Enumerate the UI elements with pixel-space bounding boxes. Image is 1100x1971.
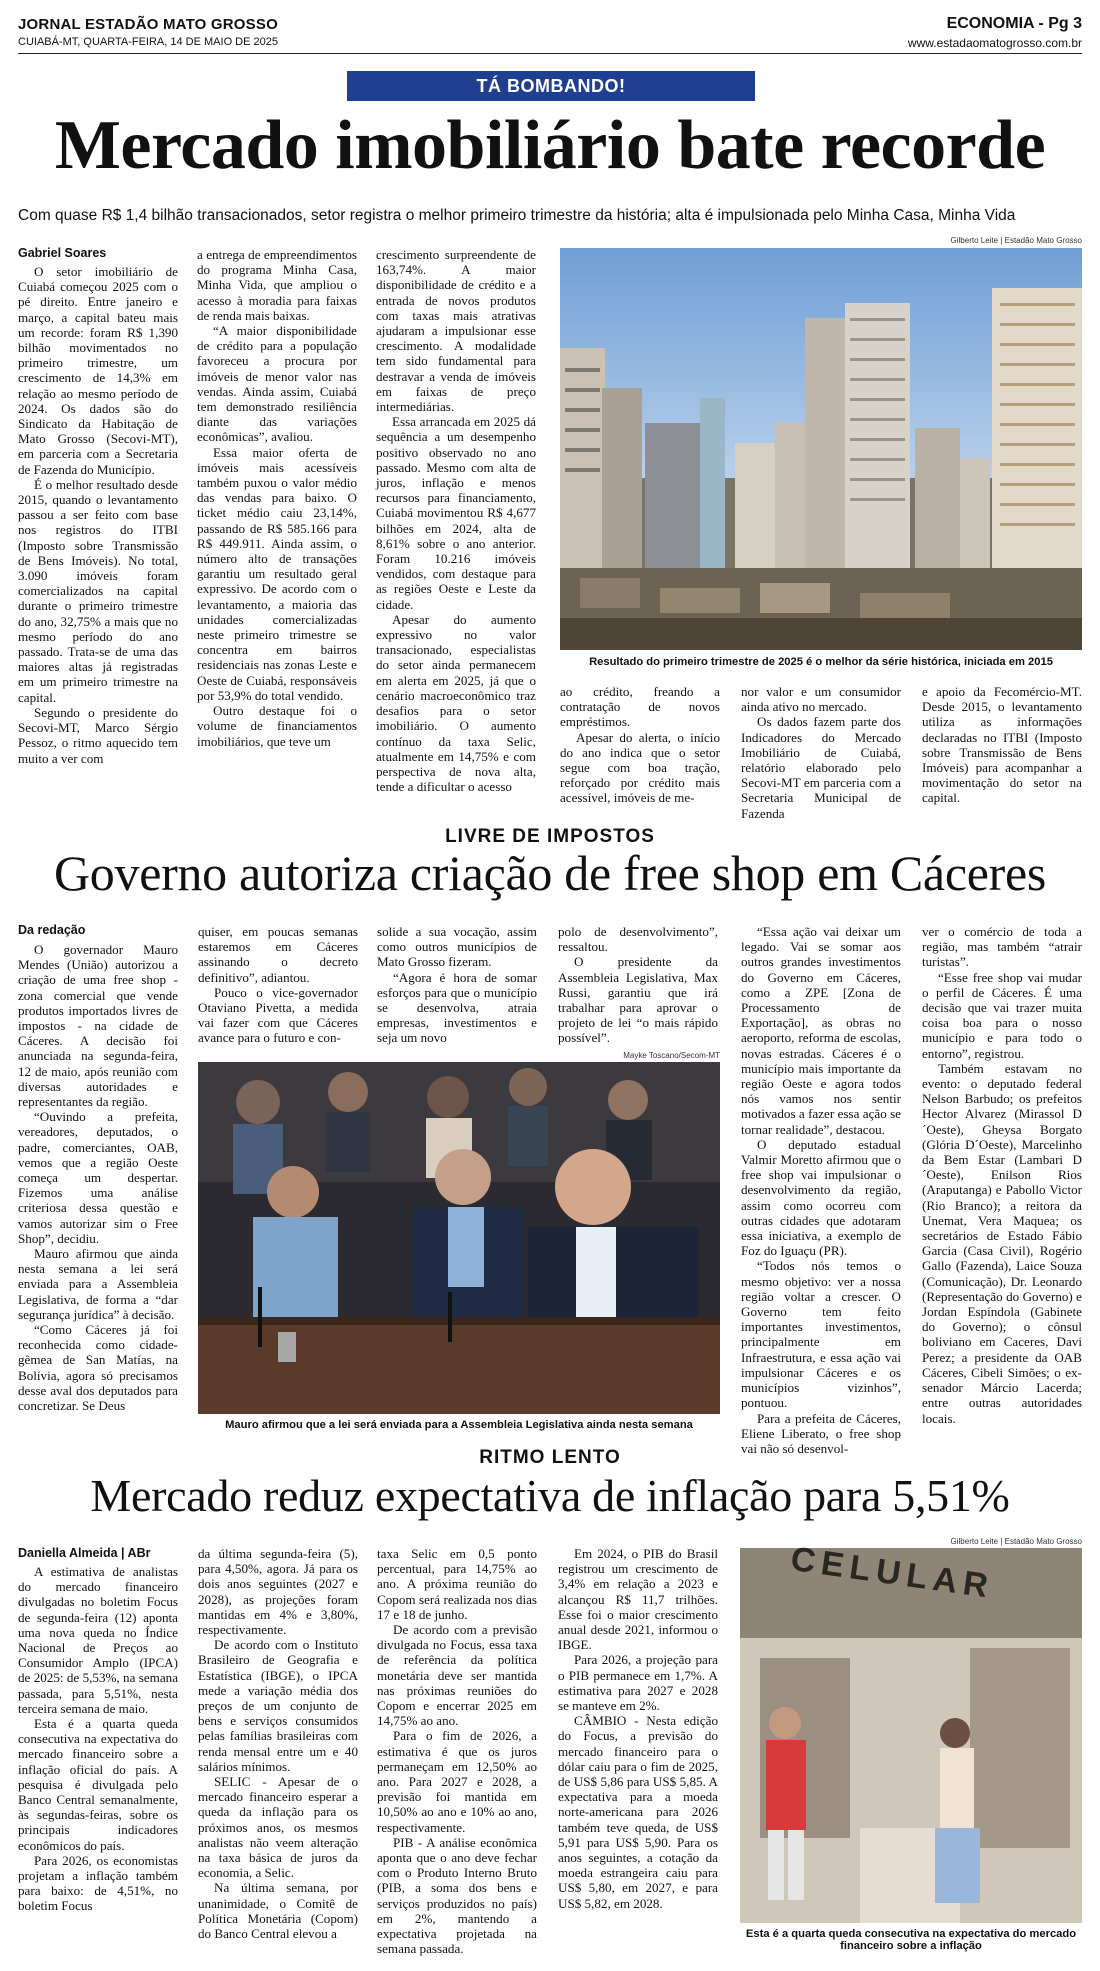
website-link[interactable]: www.estadaomatogrosso.com.br <box>907 36 1082 50</box>
article1-subtitle: Com quase R$ 1,4 bilhão transacionados, setor registra o melhor primeiro trimestre da história; alta é impulsionada pelo Minha Casa, Minha Vida <box>18 207 1016 224</box>
article3-col2: da última segunda-feira (5), para 4,50%, agora. Já para os dois anos seguintes (2027 e 2028), as projeções foram mantidas em 4% e 3,80%, respectivamente. De acordo com o Instituto Brasileiro de Geografia e Estatística (IBGE), o IPCA mede a variação média dos preços de um conjunto de bens e serviços consumidos pelas famílias brasileiras com renda mensal entre um e 40 salários mínimos. SELIC - Apesar de o mercado financeiro esperar a queda da inflação para os próximos anos, os mesmos analistas não veem alteração na taxa básica de juros da economia, a Selic. Na última semana, por unanimidade, o Comitê de Política Monetária (Copom) do Banco Central elevou a <box>198 1546 358 1942</box>
article1-col2: a entrega de empreendimentos do programa Minha Casa, Minha Vida, que ampliou o acesso à moradia para faixas de renda mais baixas. “A maior disponibilidade de crédito para a população favoreceu a procura por imóveis de menor valor nas vendas. Ainda assim, Cuiabá tem demonstrado resiliência diante das variações econômicas”, avaliou. Essa maior oferta de imóveis mais acessíveis também puxou o valor médio das vendas para baixo. O ticket médio caiu 23,14%, passando de R$ 585.166 para R$ 449.911. Ainda assim, o número alto de transações garantiu um resultado geral expressivo. De acordo com o levantamento, a maioria das unidades comercializadas neste primeiro trimestre se concentra em bairros residenciais nas zonas Leste e Oeste de Cuiabá, responsáveis por 53,9% do total vendido. Outro destaque foi o volume de financiamentos imobiliários, que teve um <box>197 247 357 749</box>
article1-photo-credit: Gilberto Leite | Estadão Mato Grosso <box>950 236 1082 245</box>
article1-author: Gabriel Soares <box>18 246 107 260</box>
article2-col4: polo de desenvolvimento”, ressaltou. O presidente da Assembleia Legislativa, Max Russi, garantiu que irá trabalhar para aprovar o projeto de lei “o mais rápido possível”. <box>558 924 718 1046</box>
article2-photo-credit: Mayke Toscano/Secom-MT <box>623 1051 720 1060</box>
article1-col5: nor valor e um consumidor ainda ativo no mercado. Os dados fazem parte dos Indicadores do Mercado Imobiliário de Cuiabá, relatório elaborado pelo Secovi-MT em parceria com a Secretaria Municipal de Fazenda <box>741 684 901 821</box>
article2-kicker: LIVRE DE IMPOSTOS <box>445 826 655 847</box>
article2-title: Governo autoriza criação de free shop em Cáceres <box>53 845 1047 901</box>
article3-author: Daniella Almeida | ABr <box>18 1546 151 1560</box>
page-header <box>18 14 1082 54</box>
article2-col5: “Essa ação vai deixar um legado. Vai se somar aos outros grandes investimentos do Governo em Cáceres, como a ZPE [Zona de Processamento de Exportação], as obras no aeroporto, reforma de escolas, novas estradas. Cáceres é o município mais importante da região Oeste e agora todos nós vamos nos sentir motivados a fazer essa ação se tornar realidade”, destacou. O deputado estadual Valmir Moretto afirmou que o free shop vai impulsionar o desenvolvimento da região, assim como ocorreu com outras cidades que adotaram essa iniciativa, a exemplo de Foz do Iguaçu (PR). “Todos nós temos o mesmo objetivo: ver a nossa região voltar a crescer. O Governo tem feito importantes investimentos, principalmente em Infraestrutura, e essa ação vai impulsionar Cáceres e os municípios vizinhos”, pontuou. Para a prefeita de Cáceres, Eliene Liberato, o free shop vai não só desenvol- <box>741 924 901 1456</box>
article3-photo-credit: Gilberto Leite | Estadão Mato Grosso <box>950 1537 1082 1546</box>
article2-col3: solide a sua vocação, assim como outros municípios de Mato Grosso fizeram. “Agora é hora de somar esforços para que o município se desenvolva, atraia empresas, investimentos e seja um novo <box>377 924 537 1046</box>
article3-col3: taxa Selic em 0,5 ponto percentual, para 14,75% ao ano. A próxima reunião do Copom será realizada nos dias 17 e 18 de junho. De acordo com a previsão divulgada no Focus, essa taxa de referência da política monetária deve ser mantida nas próximas reuniões do Copom e encerrar 2025 em 14,75% ao ano. Para o fim de 2026, a estimativa é que os juros permaneçam em 12,50% ao ano. Para 2027 e 2028, a previsão foi mantida em 10,50% ao ano e 10% ao ano, respectivamente. PIB - A análise econômica aponta que o ano deve fechar com o Produto Interno Bruto (PIB, a soma dos bens e serviços produzidos no país) em 2%, mantendo a expectativa projetada na semana passada. <box>377 1546 537 1957</box>
article2-col2: quiser, em poucas semanas estaremos em Cáceres assinando o decreto definitivo”, adiantou. Pouco o vice-governador Otaviano Pivetta, a medida vai fazer com que Cáceres avance para o futuro e con- <box>198 924 358 1046</box>
article1-col4: ao crédito, freando a contratação de novos empréstimos. Apesar do alerta, o início do ano indica que o setor segue com boa tração, reforçado por crédito mais acessível, imóveis de me- <box>560 684 720 806</box>
article2-photo-governor <box>198 1062 720 1414</box>
article3-kicker: RITMO LENTO <box>479 1447 621 1468</box>
dateline: CUIABÁ-MT, QUARTA-FEIRA, 14 DE MAIO DE 2025 <box>18 36 278 48</box>
article1-photo-caption: Resultado do primeiro trimestre de 2025 é o melhor da série histórica, iniciada em 2015 <box>589 656 1053 668</box>
article2-photo-caption: Mauro afirmou que a lei será enviada para a Assembleia Legislativa ainda nesta semana <box>225 1419 693 1431</box>
article1-col6: e apoio da Fecomércio-MT. Desde 2015, o levantamento utiliza as informações declaradas no ITBI (Imposto sobre Transmissão de Bens Imóveis) para acompanhar a movimentação do setor na capital. <box>922 684 1082 806</box>
article1-title: Mercado imobiliário bate recorde <box>54 107 1046 184</box>
store-sign: CELULAR <box>788 1539 997 1607</box>
article1-photo-skyline <box>560 248 1082 650</box>
newspaper-name: JORNAL ESTADÃO MATO GROSSO <box>18 16 278 33</box>
article3-photo-caption: Esta é a quarta queda consecutiva na expectativa do mercado financeiro sobre a inflação <box>745 1928 1077 1952</box>
article1-kicker: TÁ BOMBANDO! <box>347 71 755 101</box>
article2-col6: ver o comércio de toda a região, mas também “atrair turistas”. “Esse free shop vai mudar o perfil de Cáceres. É uma decisão que vai trazer muita coisa boa para o nosso município e para todo o entorno”, registrou. Também estavam no evento: o deputado federal Nelson Barbudo; os prefeitos Hector Alvarez (Mirassol D´Oeste), Gheysa Borgato (Glória D´Oeste), Marcelinho da Bem Estar (Lambari D´Oeste), Enilson Rios (Araputanga) e Pabollo Victor (Rio Branco); a reitora da Unemat, Vera Maquea; os secretários de Estado Fábio Garcia (Casa Civil), Rogério Gallo (Fazenda), Laice Souza (Comunicação), Dr. Leonardo (Representação do Governo) e Jordan Espíndola (Gabinete do Governo); o cônsul boliviano em Caceres, Davi Perez; a presidente da OAB Cáceres, Cibeli Simões; o ex-senador Márcio Lacerda; entre outras autoridades locais. <box>922 924 1082 1426</box>
article3-col1: A estimativa de analistas do mercado financeiro divulgadas no boletim Focus de segunda-feira (12) aponta uma nova queda no Índice Nacional de Preços ao Consumidor Amplo (IPCA) de 2025: de 5,53%, na semana passada, para 5,51%, nesta terceira semana de maio. Esta é a quarta queda consecutiva na expectativa do mercado financeiro sobre a inflação oficial do país. A pesquisa é divulgada pelo Banco Central semanalmente, às segundas-feiras, sobre os principais indicadores econômicos do país. Para 2026, os economistas projetam a inflação também para baixo: de 4,51%, no boletim Focus <box>18 1564 178 1914</box>
article2-col1: O governador Mauro Mendes (União) autorizou a criação de uma free shop - zona comercial que vende produtos importados livres de impostos - na cidade de Cáceres. A decisão foi anunciada na segunda-feira, 12 de maio, após reunião com diversas autoridades e representantes da região. “Ouvindo a prefeita, vereadores, deputados, o padre, comerciantes, OAB, vemos que a região Oeste começa um despertar. Fizemos uma análise criteriosa dessa questão e vamos autorizar sim o Free Shop”, decidiu. Mauro afirmou que ainda nesta semana a lei será enviada para a Assembleia Legislativa, de forma a “dar segurança jurídica” à decisão. “Como Cáceres já foi reconhecida como cidade-gêmea de San Matías, na Bolívia, agora só precisamos desse aval dos deputados para concretizar. Se Deus <box>18 942 178 1414</box>
section-page: ECONOMIA - Pg 3 <box>946 15 1082 32</box>
article1-col1: O setor imobiliário de Cuiabá começou 2025 com o pé direito. Entre janeiro e março, a capital bateu mais um recorde: foram R$ 1,390 bilhão movimentados no primeiro trimestre, um crescimento de 14,3% em relação ao mesmo período de 2024. Os dados são do Sindicato da Habitação de Mato Grosso (Secovi-MT), em parceria com a Secretaria de Fazenda do Município. É o melhor resultado desde 2015, quando o levantamento passou a ser feito com base nos registros do ITBI (Imposto sobre Transmissão de Bens Imóveis). No total, 3.090 imóveis foram comercializados na capital durante o primeiro trimestre do ano, 32,75% a mais que no mesmo período do ano passado. Trata-se de uma das maiores altas já registradas em um primeiro trimestre na capital. Segundo o presidente do Secovi-MT, Marco Sérgio Pessoz, o ritmo aquecido tem muito a ver com <box>18 264 178 766</box>
article3-title: Mercado reduz expectativa de inflação para 5,51% <box>90 1470 1010 1521</box>
article2-author: Da redação <box>18 923 86 937</box>
article3-col4: Em 2024, o PIB do Brasil registrou um crescimento de 3,4% em relação a 2023 e alcançou R$ 11,7 trilhões. Esse foi o maior crescimento anual desde 2021, informou o IBGE. Para 2026, a projeção para o PIB permanece em 1,7%. A estimativa para 2027 e 2028 se manteve em 2%. CÂMBIO - Nesta edição do Focus, a previsão do mercado financeiro para o dólar caiu para o fim de 2025, de US$ 5,86 para US$ 5,85. A expectativa para a moeda norte-americana para 2026 também teve queda, de US$ 5,91 para US$ 5,90. Para os anos seguintes, a cotação da moeda estrangeira caiu para US$ 5,80, em 2027, e para US$ 5,82, em 2028. <box>558 1546 718 1911</box>
article1-col3: crescimento surpreendente de 163,74%. A maior disponibilidade de crédito e a entrada de novos produtos com taxas mais atrativas ajudaram a impulsionar esse crescimento. A modalidade tem sido fundamental para destravar a venda de imóveis em faixas de preço intermediárias. Essa arrancada em 2025 dá sequência a um desempenho positivo observado no ano passado. Mesmo com alta de juros, inflação e menos recursos para financiamento, Cuiabá movimentou R$ 4,677 bilhões em 2024, alta de 8,61% sobre o ano anterior. Foram 10.216 imóveis vendidos, com destaque para as regiões Oeste e Leste da cidade. Apesar do aumento expressivo no valor transacionado, especialistas do setor ainda permanecem em alerta em 2025, já que o cenário macroeconômico traz desafios para o setor imobiliário. O aumento contínuo da taxa Selic, atualmente em 14,75% e com perspectiva de nova alta, tende a dificultar o acesso <box>376 247 536 795</box>
